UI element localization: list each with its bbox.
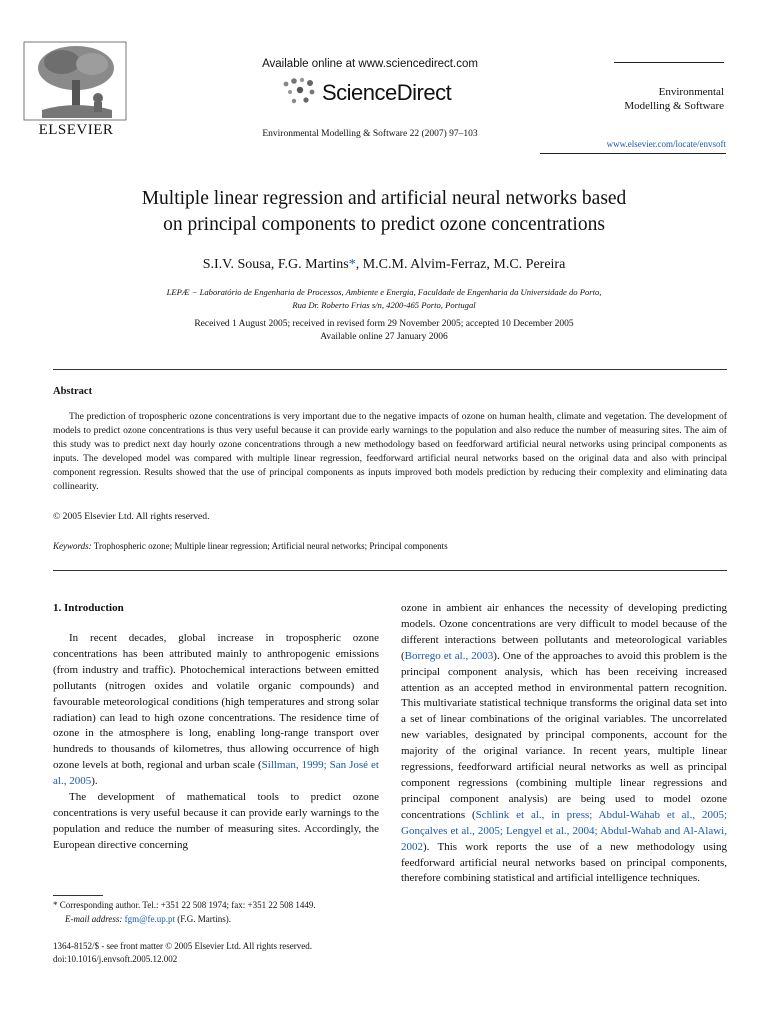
title-line1: Multiple linear regression and artificial neural networks based [141, 188, 627, 209]
email-link[interactable]: fgm@fe.up.pt [124, 913, 175, 924]
right-column [401, 601, 727, 887]
authors-part-b: , M.C.M. Alvim-Ferraz, M.C. Pereira [355, 257, 566, 272]
email-label: E-mail address: [65, 913, 123, 924]
abstract-copyright: © 2005 Elsevier Ltd. All rights reserved. [53, 511, 210, 522]
doi-line: doi:10.1016/j.envsoft.2005.12.002 [53, 953, 178, 964]
keywords-list: Trophospheric ozone; Multiple linear regression; Artificial neural networks; Principal components [91, 541, 448, 551]
header-rule-top [614, 62, 724, 63]
corresponding-author-mark[interactable]: * [348, 257, 356, 272]
right-text-a: ozone in ambient air enhances the necessity of developing predicting models. Ozone concentrations are very difficult to model because of the different interactions between pollutants and meteorological variables ( [401, 602, 727, 662]
author-list [60, 257, 708, 273]
intro-paragraph-continued [401, 601, 727, 887]
publisher-name: ELSEVIER [38, 122, 114, 138]
journal-name-line1: Environmental [658, 86, 724, 98]
journal-reference: Environmental Modelling & Software 22 (2007) 97–103 [262, 129, 478, 139]
abstract-text: The prediction of tropospheric ozone concentrations is very important due to the negative impacts of ozone on human health, climate and vegetation. The development of models to predict ozone concentrations is thus very useful because it can provide early warnings to the population and also reduce the number of measuring sites. The aim of this study was to predict next day hourly ozone concentrations through a new methodology based on feedforward artificial neural networks using principal components as inputs. The developed model was compared with multiple linear regression, feedforward artificial neural networks based on the original data and also with principal component regression. Results showed that the use of principal components as inputs improved both models prediction by reducing their complexity and eliminating data collinearity. [53, 411, 727, 492]
available-online-date: Available online 27 January 2006 [320, 332, 448, 342]
available-online-text[interactable]: Available online at www.sciencedirect.com [262, 58, 478, 70]
section-heading-introduction: 1. Introduction [53, 602, 124, 614]
abstract-rule-bottom [53, 570, 727, 571]
journal-url-link[interactable]: www.elsevier.com/locate/envsoft [606, 139, 726, 149]
left-column [53, 631, 379, 854]
received-dates: Received 1 August 2005; received in revised form 29 November 2005; accepted 10 December 2005 [194, 319, 574, 329]
bottom-meta [53, 940, 383, 965]
intro-paragraph-1 [53, 631, 379, 790]
keywords-label: Keywords: [53, 541, 92, 551]
intro-p1-end: ). [91, 775, 98, 788]
email-suffix: (F.G. Martins). [174, 913, 231, 924]
journal-name [560, 85, 724, 113]
right-text-b: ). One of the approaches to avoid this problem is the principal component analysis, which has been receiving increased attention as an accepted method in environmental pattern recognition. This multivariate statistical technique transforms the original data set into a set of linear combinations of the original variables. The uncorrelated new variables, designated by principal components, account for the majority of the original variance. In recent years, multiple linear regressions, feedforward artificial neural networks as well as principal component regressions (combining multiple linear regressions and principal component analysis) are being used to model ozone concentrations ( [401, 649, 727, 821]
abstract-rule-top [53, 369, 727, 370]
citation-schlink-group[interactable]: Schlink et al., in press; Abdul-Wahab et al., 2005; Gonçalves et al., 2005; Lengyel et al., 2004; Abdul-Wahab and Al-Alawi, 2002 [401, 808, 727, 853]
keywords [53, 541, 727, 551]
intro-p1-text: In recent decades, global increase in tropospheric ozone concentrations has been attributed mainly to anthropogenic emissions (from industry and traffic). Photochemical interactions between emitted pollutants (nitrogen oxides and volatile organic compounds) and favourable meteorological conditions (high temperatures and strong solar radiation) can lead to high ozone concentrations. The residence time of ozone in the atmosphere is long, enabling long-range transport over hundreds to thousands of kilometres, thus allowing occurrence of high ozone levels at both, regional and urban scale ( [53, 632, 379, 772]
affiliation [60, 286, 708, 312]
authors-part-a: S.I.V. Sousa, F.G. Martins [202, 257, 349, 272]
citation-borrego[interactable]: Borrego et al., 2003 [404, 649, 494, 662]
sciencedirect-wordmark: ScienceDirect [322, 80, 452, 105]
corresponding-author-note: * Corresponding author. Tel.: +351 22 508 1974; fax: +351 22 508 1449. [53, 900, 316, 910]
article-title [60, 186, 708, 238]
journal-name-line2: Modelling & Software [624, 100, 724, 112]
title-line2: on principal components to predict ozone concentrations [163, 214, 605, 235]
footnote-rule [53, 895, 103, 896]
issn-line: 1364-8152/$ - see front matter © 2005 Elsevier Ltd. All rights reserved. [53, 941, 313, 951]
intro-paragraph-2: The development of mathematical tools to predict ozone concentrations is very useful because it can provide early warnings to the population and reduce the number of measuring sites. Accordingly, the European directive concerning [53, 791, 379, 851]
abstract-heading: Abstract [53, 386, 93, 397]
affiliation-line1: LEPÆ − Laboratório de Engenharia de Processos, Ambiente e Energia, Faculdade de Engenharia da Universidade do Porto, [166, 287, 602, 297]
email-line [53, 913, 383, 927]
elsevier-tree-logo [22, 40, 128, 122]
citation-sillman[interactable]: Sillman, 1999; San José et al., 2005 [53, 759, 379, 788]
article-dates [60, 318, 708, 344]
affiliation-line2: Rua Dr. Roberto Frias s/n, 4200-465 Porto, Portugal [292, 300, 476, 310]
header-rule [540, 153, 726, 154]
footnote [53, 899, 383, 926]
right-text-c: ). This work reports the use of a new methodology using feedforward artificial neural networks based on principal components, therefore combining statistical and artificial intelligence techniques. [401, 840, 727, 885]
